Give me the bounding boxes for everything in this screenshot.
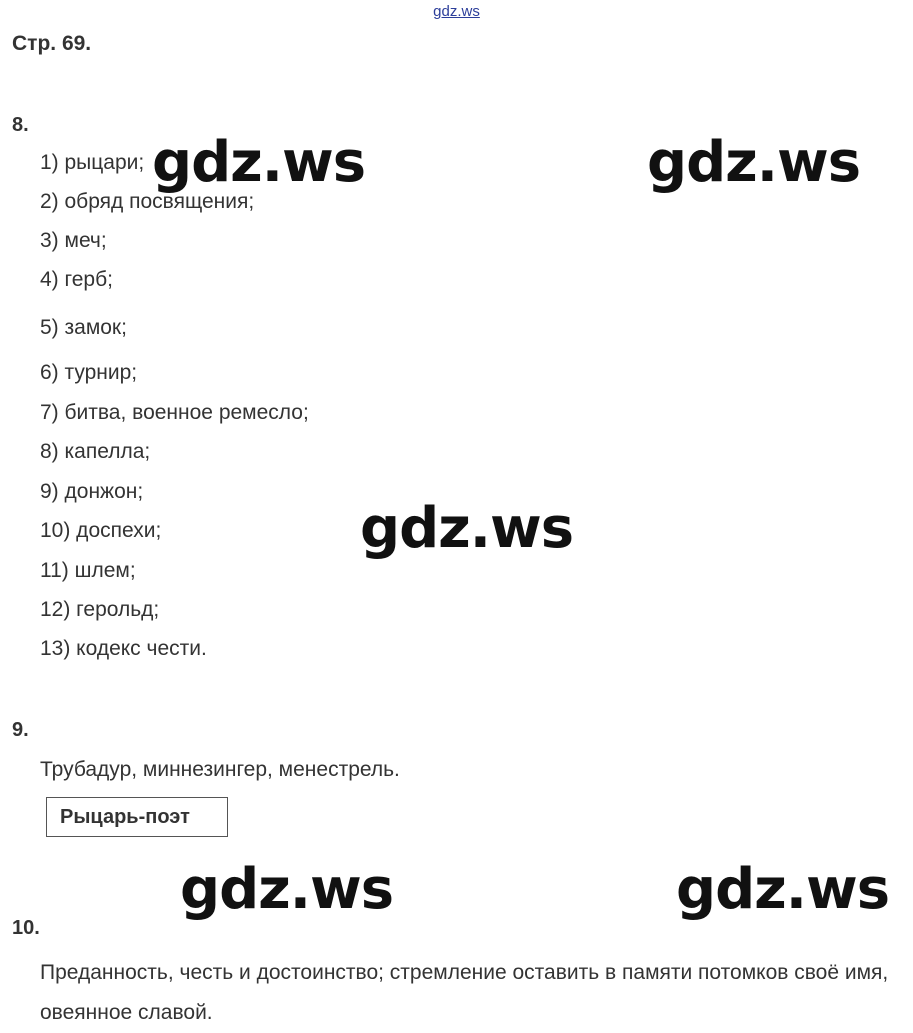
watermark: gdz.ws: [676, 857, 890, 922]
list-item: 8) капелла;: [40, 440, 151, 463]
list-item: 4) герб;: [40, 268, 113, 291]
list-item: 5) замок;: [40, 316, 127, 339]
list-item: 13) кодекс чести.: [40, 637, 207, 660]
page-title: Стр. 69.: [12, 32, 92, 55]
list-item: 2) обряд посвящения;: [40, 190, 255, 213]
list-item: 3) меч;: [40, 229, 107, 252]
watermark: gdz.ws: [180, 857, 394, 922]
watermark: gdz.ws: [360, 496, 574, 561]
exercise-10-number: 10.: [12, 917, 40, 939]
list-item: 7) битва, военное ремесло;: [40, 401, 309, 424]
site-link[interactable]: gdz.ws: [433, 3, 480, 20]
watermark: gdz.ws: [647, 130, 861, 195]
answer-box: Рыцарь-поэт: [46, 797, 228, 837]
list-item: 11) шлем;: [40, 559, 136, 582]
exercise-9-number: 9.: [12, 719, 29, 741]
exercise-10-text: Преданность, честь и достоинство; стремление оставить в памяти потомков своё имя, овеянное славой.: [40, 961, 889, 1024]
list-item: 9) донжон;: [40, 480, 144, 503]
list-item: 10) доспехи;: [40, 519, 162, 542]
list-item: 6) турнир;: [40, 361, 138, 384]
watermark: gdz.ws: [152, 130, 366, 195]
exercise-8-number: 8.: [12, 114, 29, 136]
list-item: 12) герольд;: [40, 598, 160, 621]
exercise-9-text: Трубадур, миннезингер, менестрель.: [40, 758, 400, 781]
list-item: 1) рыцари;: [40, 151, 145, 174]
